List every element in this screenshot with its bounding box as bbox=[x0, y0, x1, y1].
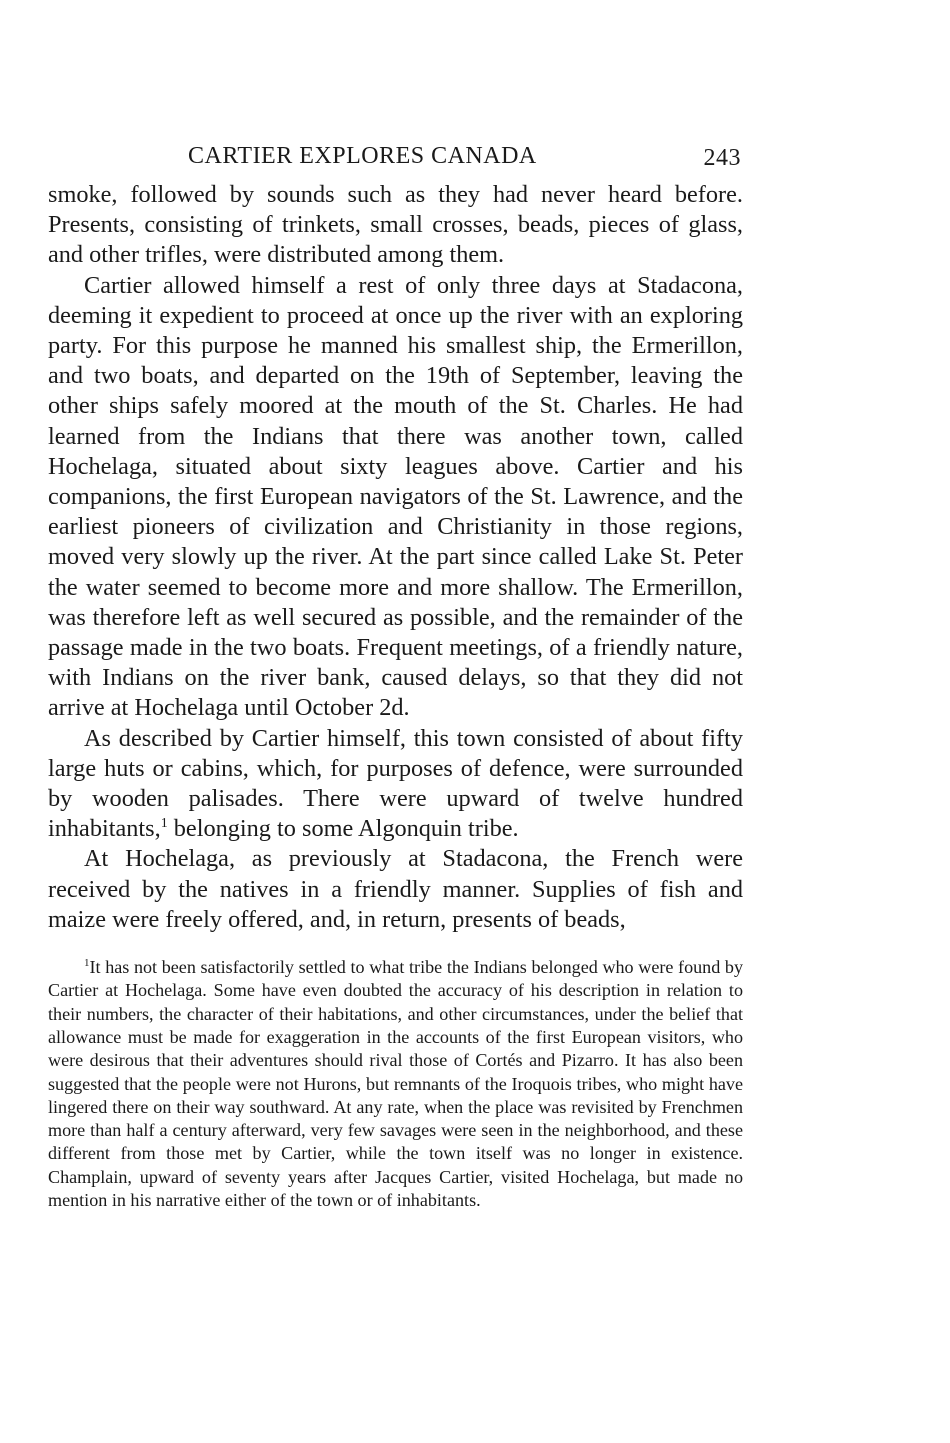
paragraph-text: As described by Cartier himself, this town consisted of about fifty large huts or cabins, which, for purposes of defence, were surrounded by wooden palisades. There were upward of twelve hundred inhabitants, bbox=[48, 724, 743, 843]
book-page bbox=[48, 140, 743, 1212]
paragraph-hochelaga-description bbox=[48, 724, 743, 845]
paragraph-reception: At Hochelaga, as previously at Stadacona, the French were received by the natives in a friendly manner. Supplies of fish and maize were freely offered, and, in return, presents of beads, bbox=[48, 845, 743, 933]
body-text bbox=[48, 180, 743, 935]
paragraph-continued: smoke, followed by sounds such as they had never heard before. Presents, consisting of trinkets, small crosses, beads, pieces of glass, and other trifles, were distributed among them. bbox=[48, 181, 743, 269]
running-head bbox=[48, 140, 743, 180]
footnote-text: It has not been satisfactorily settled to what tribe the Indians belonged who were found by Cartier at Hochelaga. Some have even doubted the accuracy of his description in relation to their numbers, the character of their habitations, and other circumstances, under the belief that allowance must be made for exaggeration in the accounts of the first European visitors, who were desirous that their adventures should rival those of Cortés and Pizarro. It has also been suggested that the people were not Hurons, but remnants of the Iroquois tribes, who might have lingered there on their way southward. At any rate, when the place was revisited by Frenchmen more than half a century afterward, very few savages were seen in the neighborhood, and these different from those met by Cartier, while the town itself was no longer in existence. Champlain, upward of seventy years after Jacques Cartier, visited Hochelaga, but made no mention in his narrative either of the town or of inhabitants. bbox=[48, 957, 743, 1211]
paragraph-journey-upriver: Cartier allowed himself a rest of only three days at Stadacona, deeming it expedient to proceed at once up the river with an exploring party. For this purpose he manned his smallest ship, the Ermerillon, and two boats, and departed on the 19th of September, leaving the other ships safely moored at the mouth of the St. Charles. He had learned from the Indians that there was another town, called Hochelaga, situated about sixty leagues above. Cartier and his companions, the first European navigators of the St. Lawrence, and the earliest pioneers of civilization and Christianity in those regions, moved very slowly up the river. At the part since called Lake St. Peter the water seemed to become more and more shallow. The Ermerillon, was therefore left as well secured as possible, and the remainder of the passage made in the two boats. Frequent meetings, of a friendly nature, with Indians on the river bank, caused delays, so that they did not arrive at Hochelaga until October 2d. bbox=[48, 271, 743, 722]
running-title: CARTIER EXPLORES CANADA bbox=[188, 143, 537, 169]
page-number: 243 bbox=[703, 145, 741, 171]
footnote bbox=[48, 956, 743, 1212]
footnote-mark: 1 bbox=[84, 957, 90, 970]
footnote-reference[interactable]: 1 bbox=[160, 816, 168, 832]
footnotes bbox=[48, 956, 743, 1212]
paragraph-text: belonging to some Algonquin tribe. bbox=[167, 815, 519, 843]
